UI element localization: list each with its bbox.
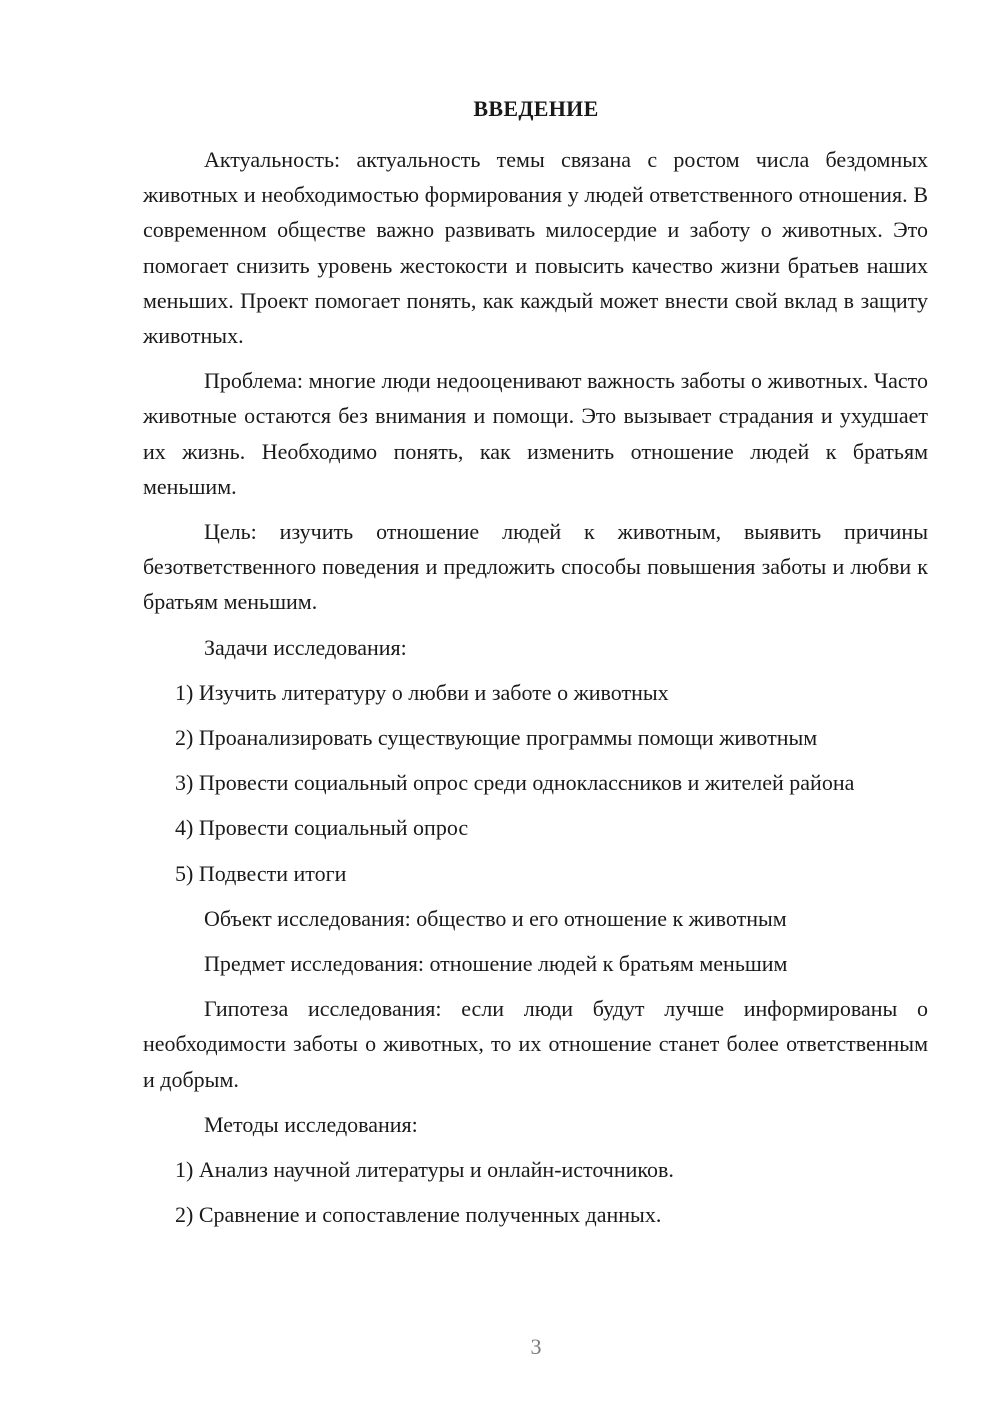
- method-item-2: 2) Сравнение и сопоставление полученных данных.: [175, 1202, 662, 1228]
- paragraph-problem: Проблема: многие люди недооценивают важность заботы о животных. Часто животные остаются без внимания и помощи. Это вызывает страдания и ухудшает их жизнь. Необходимо понять, как изменить отношение людей к братьям меньшим.: [143, 368, 928, 499]
- page-title: ВВЕДЕНИЕ: [473, 96, 599, 121]
- methods-title: Методы исследования:: [204, 1111, 418, 1137]
- paragraph-object: Объект исследования: общество и его отношение к животным: [204, 905, 787, 931]
- task-item-4: 4) Провести социальный опрос: [175, 815, 469, 841]
- tasks-title: Задачи исследования:: [204, 634, 407, 660]
- paragraph-subject: Предмет исследования: отношение людей к братьям меньшим: [204, 951, 788, 977]
- paragraph-relevance: Актуальность: актуальность темы связана с ростом числа бездомных животных и необходимостью формирования у людей ответственного отношения. В современном обществе важно развивать милосердие и заботу о животных. Это помогает снизить уровень жестокости и повысить качество жизни братьев наших меньших. Проект помогает понять, как каждый может внести свой вклад в защиту животных.: [143, 147, 928, 349]
- paragraph-hypothesis: Гипотеза исследования: если люди будут лучше информированы о необходимости заботы о животных, то их отношение станет более ответственным и добрым.: [143, 996, 928, 1092]
- method-item-1: 1) Анализ научной литературы и онлайн-источников.: [175, 1157, 674, 1183]
- task-item-5: 5) Подвести итоги: [175, 860, 347, 886]
- page-number: 3: [530, 1334, 542, 1359]
- task-item-3: 3) Провести социальный опрос среди одноклассников и жителей района: [175, 770, 855, 796]
- document-body: [143, 142, 928, 1242]
- task-item-1: 1) Изучить литературу о любви и заботе о животных: [175, 679, 669, 705]
- task-item-2: 2) Проанализировать существующие программы помощи животным: [175, 725, 818, 751]
- paragraph-goal: Цель: изучить отношение людей к животным, выявить причины безответственного поведения и предложить способы повышения заботы и любви к братьям меньшим.: [143, 519, 928, 615]
